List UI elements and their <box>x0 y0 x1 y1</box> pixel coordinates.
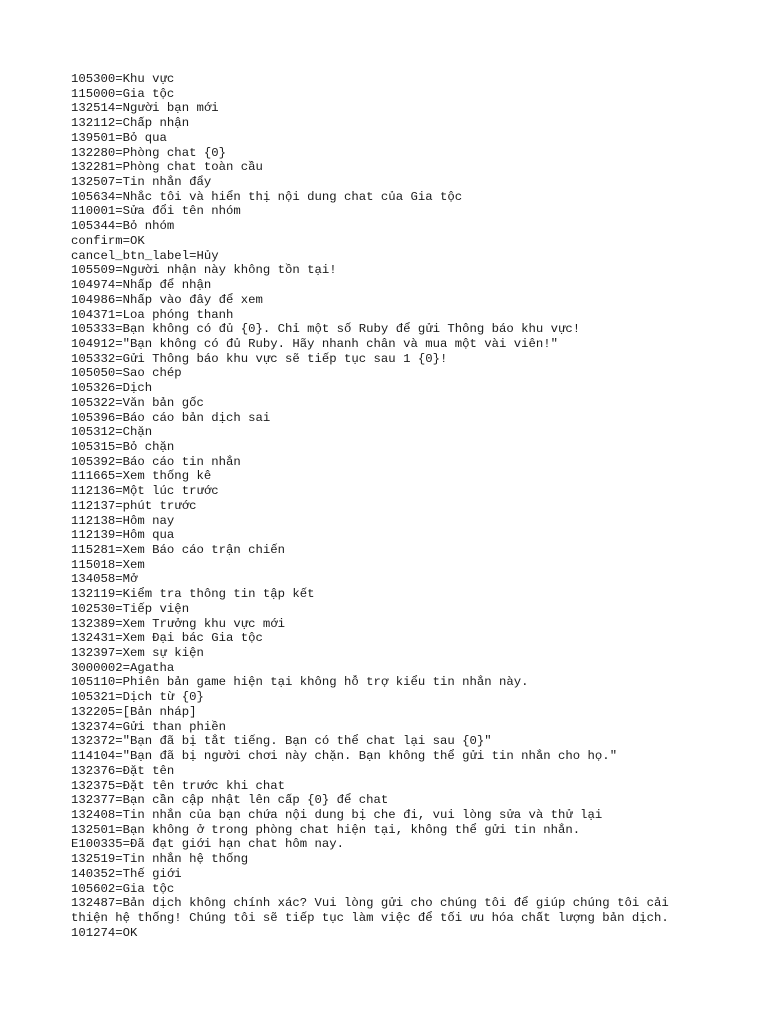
text-line: 105322=Văn bản gốc <box>71 395 204 410</box>
text-line: 132377=Bạn cần cập nhật lên cấp {0} để chat <box>71 793 389 808</box>
localization-text-block <box>71 72 751 940</box>
text-line: thiện hệ thống! Chúng tôi sẽ tiếp tục làm việc để tối ưu hóa chất lượng bản dịch. <box>71 910 669 925</box>
text-line: 105110=Phiên bản game hiện tại không hỗ trợ kiểu tin nhắn này. <box>71 675 529 690</box>
text-line: 105333=Bạn không có đủ {0}. Chỉ một số Ruby để gửi Thông báo khu vực! <box>71 322 581 337</box>
text-line: 3000002=Agatha <box>71 660 175 675</box>
text-line: 105050=Sao chép <box>71 366 182 381</box>
text-line: 115000=Gia tộc <box>71 86 175 101</box>
text-line: 112139=Hôm qua <box>71 528 175 543</box>
text-line: 112138=Hôm nay <box>71 513 175 528</box>
text-line: 105321=Dịch từ {0} <box>71 690 204 705</box>
text-line: 132119=Kiểm tra thông tin tập kết <box>71 587 315 602</box>
text-line: 110001=Sửa đổi tên nhóm <box>71 204 241 219</box>
text-line: 101274=OK <box>71 925 138 940</box>
text-line: 132519=Tin nhắn hệ thống <box>71 852 249 867</box>
text-line: 132507=Tin nhắn đẩy <box>71 175 212 190</box>
text-line: 112136=Một lúc trước <box>71 484 219 499</box>
text-line: 105326=Dịch <box>71 381 153 396</box>
text-line: 104974=Nhấp để nhận <box>71 278 212 293</box>
text-line: 104986=Nhấp vào đây để xem <box>71 292 263 307</box>
text-line: 132487=Bản dịch không chính xác? Vui lòng gửi cho chúng tôi để giúp chúng tôi cải <box>71 896 669 911</box>
text-line: 114104="Bạn đã bị người chơi này chặn. Bạn không thể gửi tin nhắn cho họ." <box>71 749 618 764</box>
text-line: 105602=Gia tộc <box>71 881 175 896</box>
text-line: 132280=Phòng chat {0} <box>71 145 226 160</box>
text-line: 134058=Mở <box>71 572 138 587</box>
text-line: 132514=Người bạn mới <box>71 101 219 116</box>
text-line: 132205=[Bản nháp] <box>71 704 197 719</box>
text-line: 132501=Bạn không ở trong phòng chat hiện tại, không thể gửi tin nhắn. <box>71 822 581 837</box>
text-line: confirm=OK <box>71 233 145 248</box>
text-line: 132389=Xem Trưởng khu vực mới <box>71 616 286 631</box>
text-line: 132375=Đặt tên trước khi chat <box>71 778 286 793</box>
text-line: E100335=Đã đạt giới hạn chat hôm nay. <box>71 837 345 852</box>
text-line: 102530=Tiếp viện <box>71 601 190 616</box>
text-line: 105312=Chặn <box>71 425 153 440</box>
text-line: 105509=Người nhận này không tồn tại! <box>71 263 337 278</box>
text-line: 105332=Gửi Thông báo khu vực sẽ tiếp tục sau 1 {0}! <box>71 351 448 366</box>
text-line: 105300=Khu vực <box>71 72 175 86</box>
text-line: cancel_btn_label=Hủy <box>71 248 219 263</box>
text-line: 111665=Xem thống kê <box>71 469 212 484</box>
text-line: 104912="Bạn không có đủ Ruby. Hãy nhanh chân và mua một vài viên!" <box>71 336 559 351</box>
text-line: 112137=phút trước <box>71 498 197 513</box>
text-line: 104371=Loa phóng thanh <box>71 307 234 322</box>
text-line: 132376=Đặt tên <box>71 763 175 778</box>
text-line: 132281=Phòng chat toàn cầu <box>71 160 263 175</box>
text-line: 105634=Nhắc tôi và hiển thị nội dung chat của Gia tộc <box>71 189 463 204</box>
text-line: 132431=Xem Đại bác Gia tộc <box>71 631 263 646</box>
text-line: 115018=Xem <box>71 557 145 572</box>
text-line: 132408=Tin nhắn của bạn chứa nội dung bị che đi, vui lòng sửa và thử lại <box>71 807 603 822</box>
text-line: 105344=Bỏ nhóm <box>71 219 175 234</box>
text-line: 115281=Xem Báo cáo trận chiến <box>71 543 286 557</box>
text-line: 132397=Xem sự kiện <box>71 646 204 661</box>
text-line: 139501=Bỏ qua <box>71 130 167 145</box>
text-line: 105396=Báo cáo bản dịch sai <box>71 410 271 425</box>
text-line: 105392=Báo cáo tin nhắn <box>71 454 241 469</box>
text-line: 132374=Gửi than phiền <box>71 719 226 734</box>
text-line: 132112=Chấp nhận <box>71 116 190 131</box>
text-line: 140352=Thế giới <box>71 866 182 881</box>
text-line: 105315=Bỏ chặn <box>71 439 175 454</box>
text-line: 132372="Bạn đã bị tắt tiếng. Bạn có thể chat lại sau {0}" <box>71 734 492 749</box>
